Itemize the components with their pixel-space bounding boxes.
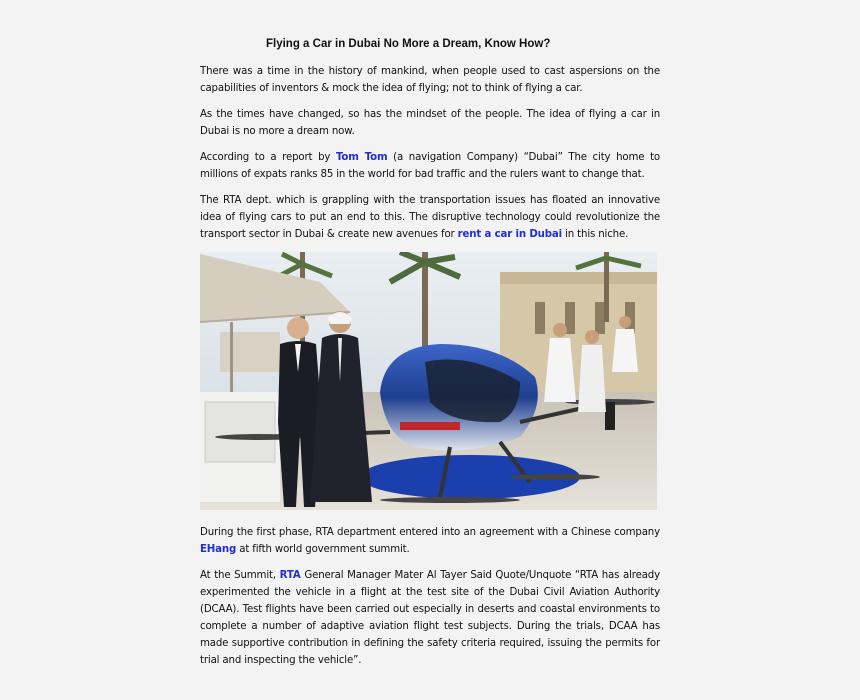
paragraph-3: [200, 149, 660, 183]
paragraph-5: [200, 524, 660, 558]
paragraph-3-text-end: (a navigation Company) “Dubai” The city home to millions of expats ranks 85 in the world for bad traffic and the rulers want to change that.: [200, 152, 660, 180]
paragraph-4: [200, 192, 660, 243]
person-suit-head: [287, 317, 309, 339]
article-title: Flying a Car in Dubai No More a Dream, Know How?: [266, 38, 551, 50]
rent-a-car-link[interactable]: rent a car in Dubai: [457, 229, 562, 240]
ehang-link[interactable]: EHang: [200, 544, 237, 555]
tom-tom-link[interactable]: Tom Tom: [335, 152, 388, 163]
paragraph-6-text: At the Summit,: [200, 570, 280, 581]
drone-photo: [200, 252, 657, 510]
paragraph-4-text-end: in this niche.: [562, 229, 629, 240]
article-body: [200, 38, 660, 678]
paragraph-5-text-end: at fifth world government summit.: [236, 544, 410, 555]
paragraph-6: [200, 567, 660, 669]
paragraph-1: There was a time in the history of mankind, when people used to cast aspersions on the capabilities of inventors & mock the idea of flying; not to think of flying a car.: [200, 66, 660, 94]
paragraph-6-text-end: General Manager Mater Al Tayer Said Quote/Unquote “RTA has already experimented the vehicle in a flight at the test site of the Dubai Civil Aviation Authority (DCAA). Test flights have been carried out especially in deserts and coastal environments to complete a number of adaptive aviation flight test subjects. During the trials, DCAA has made supportive contribution in defining the safety criteria required, issuing the permits for trial and inspecting the vehicle”.: [200, 570, 660, 666]
paragraph-2: As the times have changed, so has the mindset of the people. The idea of flying a car in Dubai is no more a dream now.: [200, 109, 660, 137]
paragraph-5-text: During the first phase, RTA department entered into an agreement with a Chinese company: [200, 527, 660, 538]
paragraph-3-text: According to a report by: [200, 152, 336, 163]
paragraph-4-text: The RTA dept. which is grappling with the transportation issues has floated an innovative idea of flying cars to put an end to this. The disruptive technology could revolutionize the transport sector in Dubai & create new avenues for: [200, 195, 660, 240]
rta-link[interactable]: RTA: [279, 570, 301, 581]
